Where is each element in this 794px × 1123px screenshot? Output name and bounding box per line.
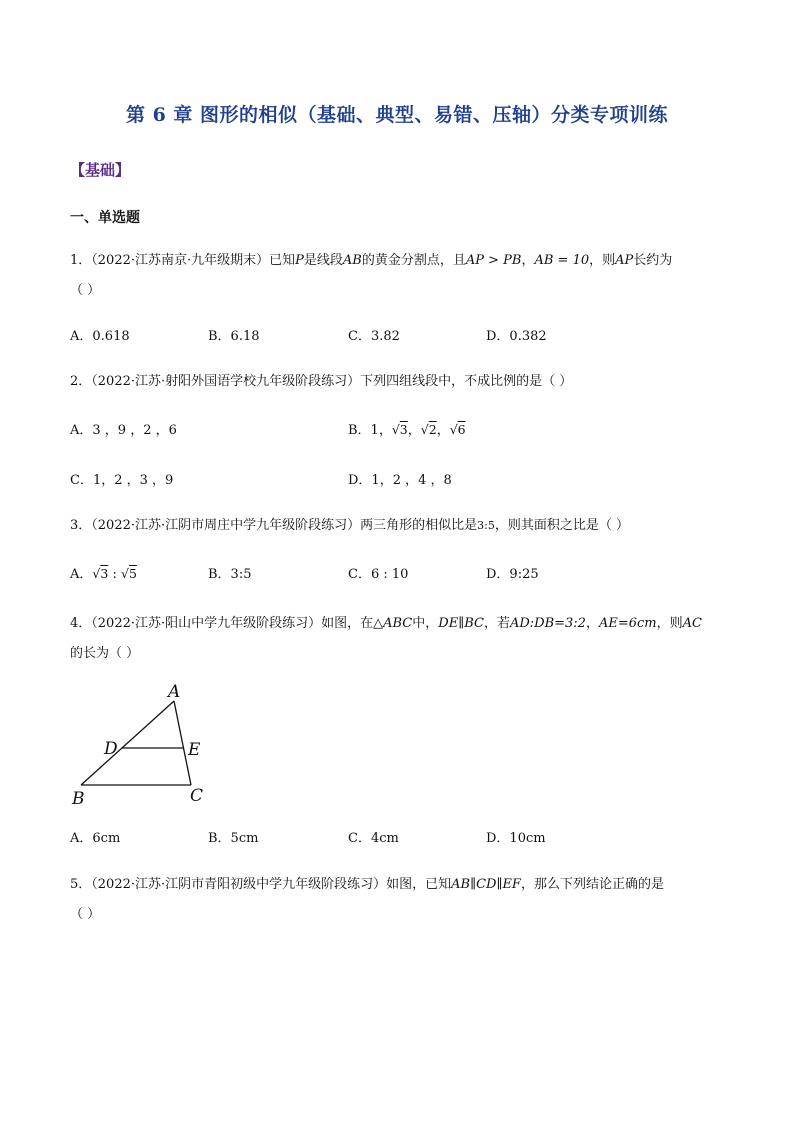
side-ab xyxy=(81,701,174,785)
question-2-text: 2．（2022·江苏·射阳外国语学校九年级阶段练习）下列四组线段中，不成比例的是（ ） xyxy=(70,374,573,389)
label-e: E xyxy=(188,740,201,760)
question-3-option-c: C．6 : 10 xyxy=(348,567,409,582)
subsection-heading: 一、单选题 xyxy=(70,210,140,226)
question-4-option-c: C．4cm xyxy=(348,831,399,846)
question-1-option-d: D．0.382 xyxy=(486,329,547,344)
label-a: A xyxy=(168,682,181,702)
question-3-option-a: A．√3 : √5 xyxy=(70,566,137,582)
question-4-option-a: A．6cm xyxy=(70,831,121,846)
label-d: D xyxy=(104,739,118,759)
section-heading: 【基础】 xyxy=(70,161,131,179)
question-2-option-b: B．1，√3，√2，√6 xyxy=(348,422,466,438)
page-title: 第 6 章 图形的相似（基础、典型、易错、压轴）分类专项训练 xyxy=(125,104,669,126)
question-5-text: 5．（2022·江苏·江阴市青阳初级中学九年级阶段练习）如图，已知AB∥CD∥EF，那么下列结论正确的是 xyxy=(70,877,664,892)
question-5-blank: （ ） xyxy=(70,907,101,922)
question-1-option-c: C．3.82 xyxy=(348,329,400,344)
triangle-figure xyxy=(66,680,226,810)
question-3-option-b: B．3:5 xyxy=(208,567,252,582)
label-b: B xyxy=(72,789,85,809)
question-3-text: 3．（2022·江苏·江阴市周庄中学九年级阶段练习）两三角形的相似比是3:5，则其面积之比是（ ） xyxy=(70,518,629,533)
question-1-text: 1．（2022·江苏南京·九年级期末）已知P是线段AB的黄金分割点，且AP > PB，AB = 10，则AP长约为 xyxy=(70,253,673,268)
question-4-option-d: D．10cm xyxy=(486,831,546,846)
question-1-option-a: A．0.618 xyxy=(70,329,130,344)
question-2-option-a: A．3 ，9 ，2 ，6 xyxy=(70,423,177,438)
question-4-blank: 的长为（ ） xyxy=(70,646,140,661)
label-c: C xyxy=(190,786,204,806)
question-4-text: 4．（2022·江苏·阳山中学九年级阶段练习）如图，在△ABC中，DE∥BC，若AD:DB=3:2，AE=6cm，则AC xyxy=(70,616,702,631)
question-4-option-b: B．5cm xyxy=(208,831,259,846)
question-1-option-b: B．6.18 xyxy=(208,329,260,344)
question-2-option-d: D．1，2 ，4 ，8 xyxy=(348,473,452,488)
question-3-option-d: D．9:25 xyxy=(486,567,539,582)
question-1-blank: （ ） xyxy=(70,283,101,298)
question-2-option-c: C．1，2 ，3 ，9 xyxy=(70,473,174,488)
